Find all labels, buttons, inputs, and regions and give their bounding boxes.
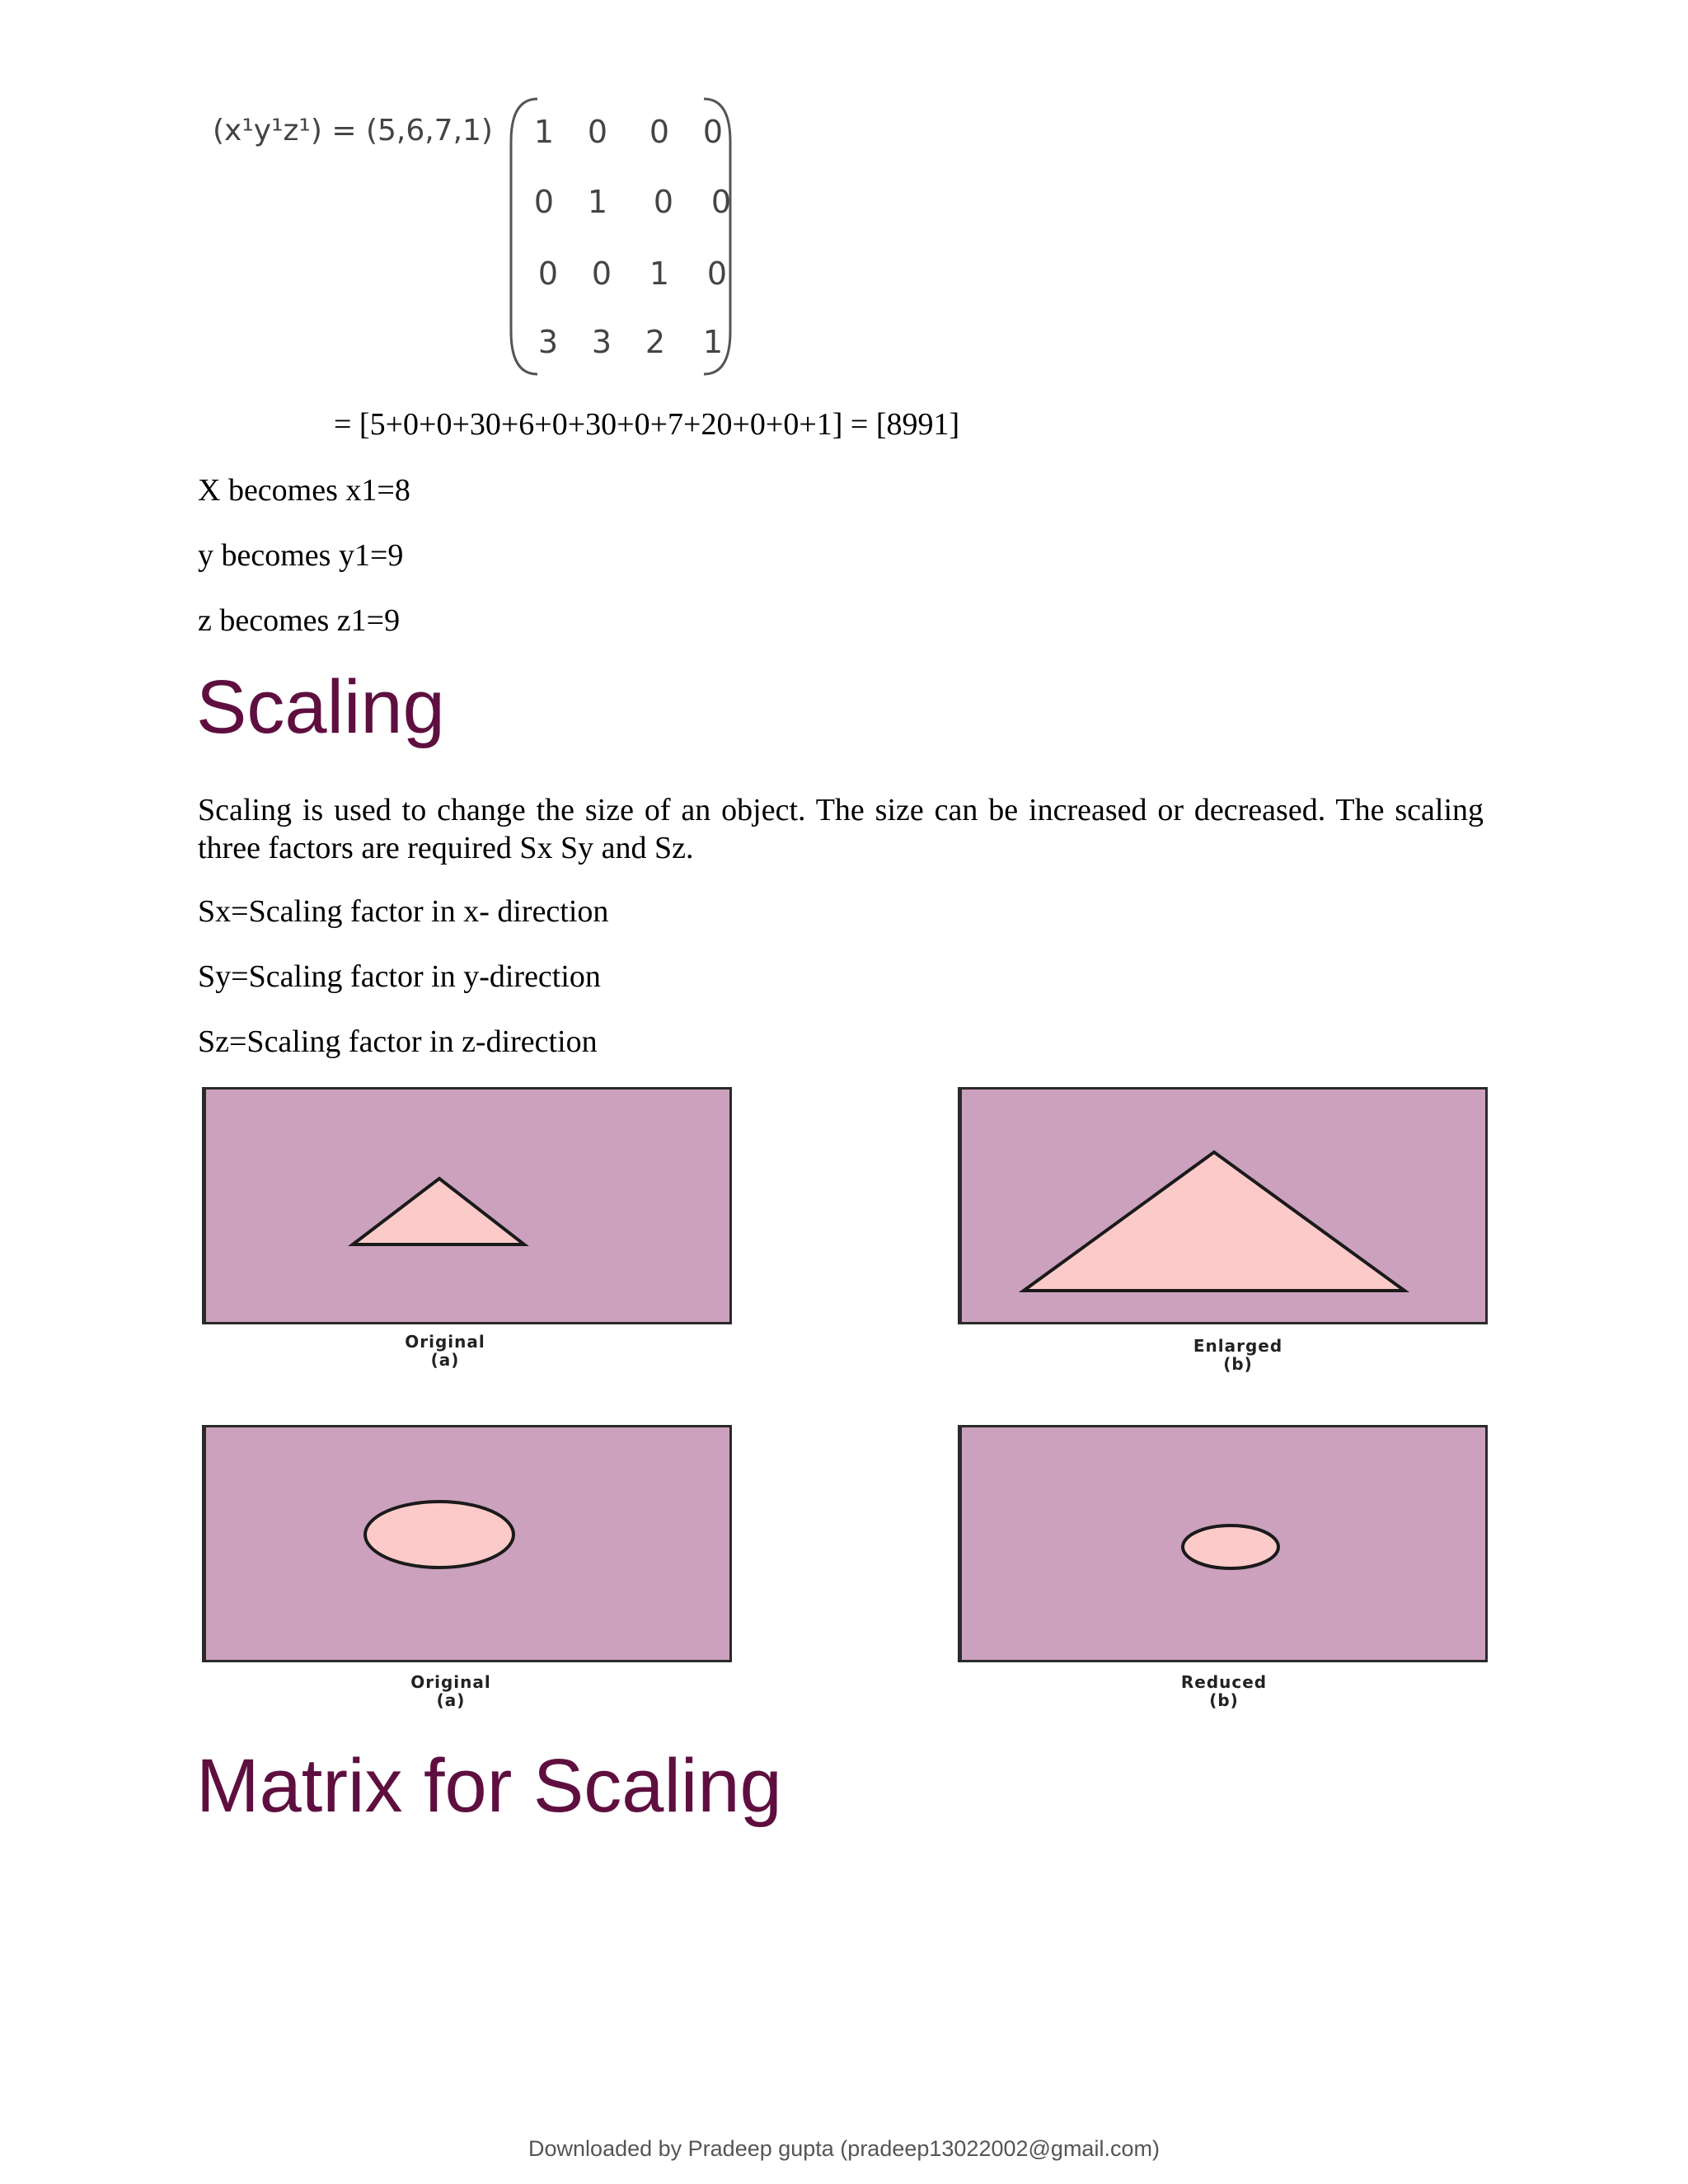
equation-result: = [5+0+0+30+6+0+30+0+7+20+0+0+1] = [8991] [334, 407, 960, 442]
matrix-cell: 0 [710, 184, 732, 220]
transform-matrix [519, 97, 750, 382]
caption-reduced-b: Reduced (b) [1180, 1672, 1268, 1710]
matrix-cell: 3 [591, 324, 612, 360]
small-ellipse-shape [962, 1427, 1485, 1660]
x-becomes-line: X becomes x1=8 [198, 473, 410, 508]
matrix-cell: 0 [537, 255, 559, 292]
large-triangle-shape [962, 1090, 1485, 1322]
scaling-paragraph: Scaling is used to change the size of an object. The size can be increased or decreased. The scaling three factors are required Sx Sy and Sz. [198, 793, 1484, 865]
matrix-cell: 1 [587, 184, 608, 220]
caption-original-a: Original (a) [405, 1332, 485, 1370]
equation-lhs: (x¹y¹z¹) = (5,6,7,1) [213, 114, 493, 148]
z-becomes-line: z becomes z1=9 [198, 603, 401, 638]
sz-definition: Sz=Scaling factor in z-direction [198, 1024, 598, 1059]
caption-original-a-2: Original (a) [410, 1672, 491, 1710]
download-footer: Downloaded by Pradeep gupta (pradeep13022002@gmail.com) [528, 2136, 1160, 2161]
matrix-cell: 0 [649, 114, 670, 150]
reduced-ellipse-panel [958, 1425, 1488, 1662]
matrix-for-scaling-heading: Matrix for Scaling [196, 1744, 782, 1828]
sy-definition: Sy=Scaling factor in y-direction [198, 959, 601, 994]
matrix-cell: 2 [645, 324, 666, 360]
matrix-cell: 0 [533, 184, 555, 220]
matrix-cell: 0 [706, 255, 728, 292]
enlarged-triangle-panel [958, 1087, 1488, 1324]
matrix-cell: 0 [591, 255, 612, 292]
original-triangle-panel [202, 1087, 732, 1324]
small-triangle-shape [206, 1090, 729, 1322]
y-becomes-line: y becomes y1=9 [198, 538, 404, 573]
matrix-cell: 3 [537, 324, 559, 360]
matrix-cell: 1 [649, 255, 670, 292]
matrix-cell: 1 [702, 324, 724, 360]
matrix-cell: 0 [653, 184, 674, 220]
matrix-cell: 0 [702, 114, 724, 150]
scaling-heading: Scaling [196, 665, 445, 749]
matrix-cell: 1 [533, 114, 555, 150]
ellipse-shape [206, 1427, 729, 1660]
matrix-cell: 0 [587, 114, 608, 150]
original-ellipse-panel [202, 1425, 732, 1662]
caption-enlarged-b: Enlarged (b) [1193, 1336, 1283, 1374]
sx-definition: Sx=Scaling factor in x- direction [198, 894, 609, 929]
